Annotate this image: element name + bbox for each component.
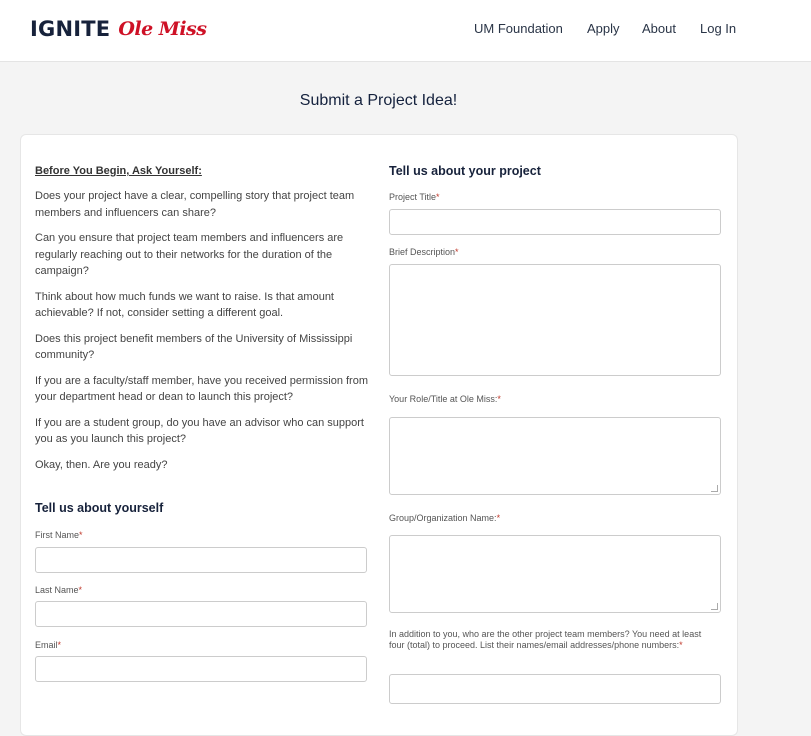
logo-ole-miss-text: Ole Miss — [118, 18, 207, 40]
project-title-label-text: Project Title — [389, 192, 437, 202]
required-mark: * — [497, 394, 501, 404]
last-name-label-text: Last Name — [35, 585, 79, 595]
intro-question: If you are a student group, do you have an advisor who can support you as you launch this project? — [35, 416, 364, 445]
intro-question: Okay, then. Are you ready? — [35, 458, 168, 471]
role-title-label-text: Your Role/Title at Ole Miss: — [389, 394, 498, 404]
intro-question: Does this project benefit members of the University of Mississippi community? — [35, 332, 353, 361]
required-mark: * — [57, 640, 62, 650]
nav-about[interactable]: About — [642, 21, 676, 36]
role-title-textarea[interactable] — [389, 417, 721, 495]
brief-description-label-text: Brief Description — [389, 247, 456, 257]
site-header — [0, 0, 811, 62]
nav-apply[interactable]: Apply — [587, 21, 620, 36]
page-title: Submit a Project Idea! — [299, 92, 458, 109]
first-name-field[interactable] — [35, 547, 367, 573]
project-title-field[interactable] — [389, 209, 721, 235]
nav-um-foundation[interactable]: UM Foundation — [474, 21, 563, 36]
intro-question: If you are a faculty/staff member, have you received permission from your department head or dean to launch this project? — [35, 374, 369, 403]
required-mark: * — [79, 530, 83, 540]
intro-question: Think about how much funds we want to raise. Is that amount achievable? If not, consider setting a different goal. — [35, 290, 334, 319]
group-name-label — [389, 513, 500, 523]
email-label-text: Email — [35, 640, 58, 650]
first-name-label — [35, 530, 83, 540]
intro-question: Can you ensure that project team members and influencers are regularly reaching out to their networks for the duration of the campaign? — [35, 232, 344, 277]
required-mark: * — [455, 247, 459, 257]
about-project-heading: Tell us about your project — [389, 164, 541, 178]
resize-handle-icon[interactable] — [711, 485, 718, 492]
email-label — [35, 640, 61, 650]
required-mark: * — [679, 640, 683, 650]
required-mark: * — [436, 192, 440, 202]
resize-handle-icon[interactable] — [711, 603, 718, 610]
logo-ignite-text: IGNITE — [30, 17, 111, 41]
team-members-label-text: In addition to you, who are the other project team members? You need at least four (total) to proceed. List their names/email addresses/phone numbers: — [389, 629, 702, 650]
brief-description-textarea[interactable] — [389, 264, 721, 376]
ignite-ole-miss-logo[interactable] — [30, 14, 206, 44]
intro-column — [35, 165, 370, 482]
first-name-label-text: First Name — [35, 530, 80, 540]
role-title-label — [389, 394, 501, 404]
intro-question: Does your project have a clear, compelling story that project team members and influencers can share? — [35, 190, 355, 219]
brief-description-label — [389, 247, 459, 257]
last-name-field[interactable] — [35, 601, 367, 627]
required-mark: * — [78, 585, 83, 595]
about-yourself-heading: Tell us about yourself — [35, 501, 164, 515]
project-title-label — [389, 192, 440, 202]
group-name-label-text: Group/Organization Name: — [389, 513, 497, 523]
email-field[interactable] — [35, 656, 367, 682]
group-name-textarea[interactable] — [389, 535, 721, 613]
before-you-begin-heading: Before You Begin, Ask Yourself: — [35, 165, 202, 177]
team-members-label — [389, 629, 719, 651]
team-members-textarea[interactable] — [389, 674, 721, 704]
nav-log-in[interactable]: Log In — [700, 21, 737, 36]
required-mark: * — [496, 513, 501, 523]
last-name-label — [35, 585, 82, 595]
